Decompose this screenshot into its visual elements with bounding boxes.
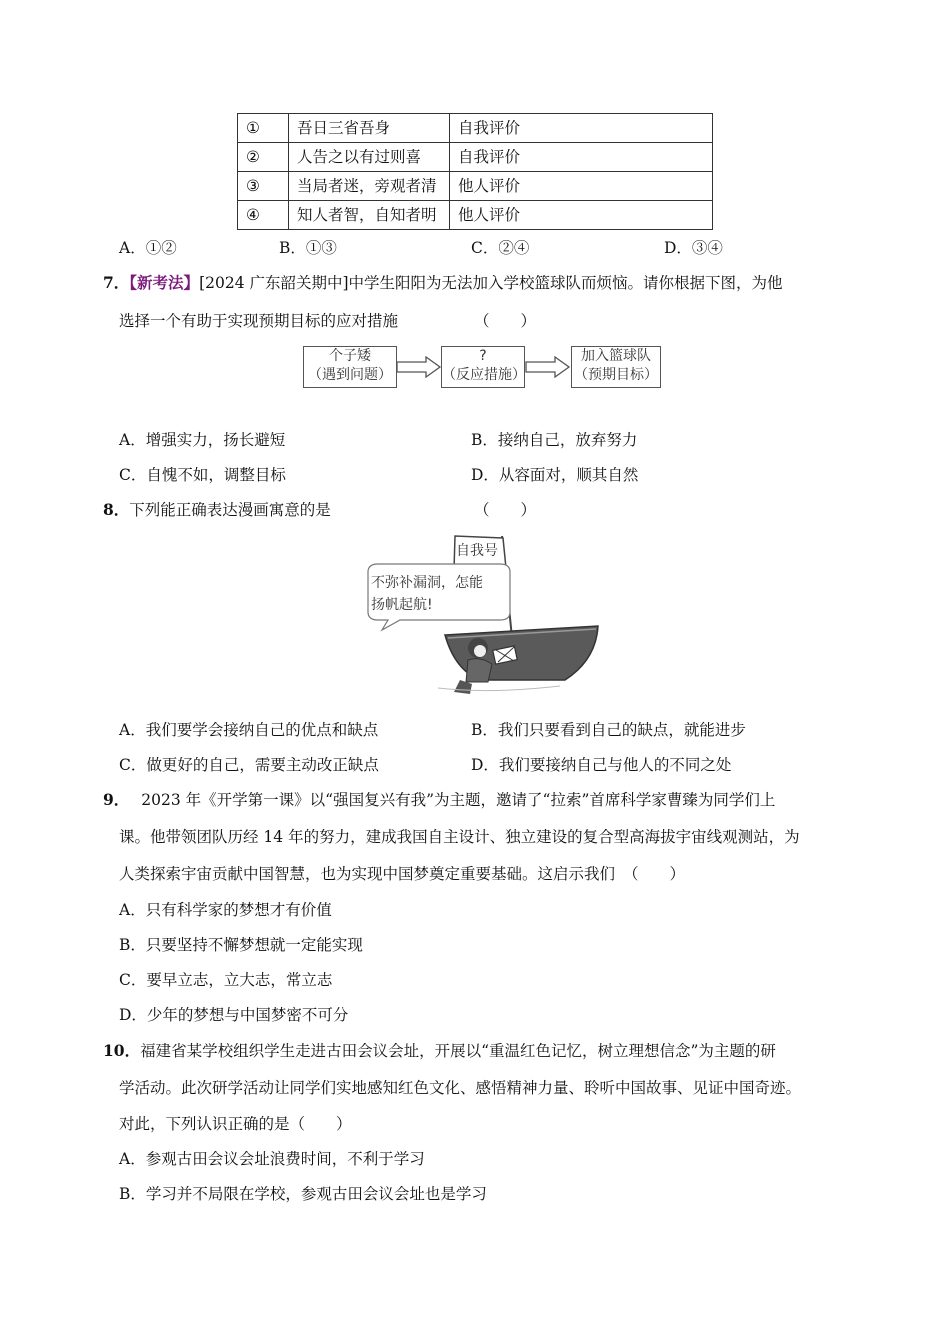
q8-answer-paren: （ ） bbox=[474, 501, 537, 519]
q6-option-d[interactable]: D．③④ bbox=[664, 239, 723, 257]
speech-bubble bbox=[371, 572, 483, 616]
q7-stem-line1 bbox=[103, 271, 783, 293]
q9-option-c[interactable]: C．要早立志，立大志，常立志 bbox=[119, 971, 333, 989]
q6-table bbox=[237, 113, 713, 230]
q6-option-b[interactable]: B．①③ bbox=[279, 239, 337, 257]
q10-text-line3: 对此，下列认识正确的是 bbox=[119, 1115, 290, 1133]
q7-new-method-tag: 【新考法】 bbox=[129, 273, 200, 292]
q8-stem bbox=[103, 498, 331, 520]
q6-option-a[interactable]: A．①② bbox=[119, 239, 177, 257]
flow-box-problem-label: （遇到问题） bbox=[308, 367, 392, 383]
q9-text-line3: 人类探索宇宙贡献中国智慧，也为实现中国梦奠定重要基础。这启示我们 bbox=[119, 865, 616, 883]
q9-option-b[interactable]: B．只要坚持不懈梦想就一定能实现 bbox=[119, 936, 363, 954]
q10-number: 10． bbox=[103, 1041, 141, 1060]
q7-option-c[interactable]: C．自愧不如，调整目标 bbox=[119, 466, 286, 484]
q8-text: 下列能正确表达漫画寓意的是 bbox=[129, 501, 331, 519]
q7-option-b[interactable]: B．接纳自己，放弃努力 bbox=[471, 431, 638, 449]
q8-number: 8． bbox=[103, 500, 130, 519]
speech-line2: 扬帆起航! bbox=[371, 597, 433, 613]
q9-number: 9． bbox=[103, 790, 130, 809]
q7-text-line2: 选择一个有助于实现预期目标的应对措施 bbox=[119, 312, 399, 330]
q9-text-line2: 课。他带领团队历经 14 年的努力，建成我国自主设计、独立建设的复合型高海拔宇宙线观测站，为 bbox=[119, 828, 800, 846]
q10-text-line2: 学活动。此次研学活动让同学们实地感知红色文化、感悟精神力量、聆听中国故事、见证中国奇迹。 bbox=[119, 1079, 802, 1097]
flow-box-goal-title: 加入篮球队 bbox=[581, 348, 651, 364]
q10-option-a[interactable]: A．参观古田会议会址浪费时间，不利于学习 bbox=[119, 1150, 425, 1168]
flow-box-goal-label: （预期目标） bbox=[574, 367, 658, 383]
q10-option-b[interactable]: B．学习并不局限在学校，参观古田会议会址也是学习 bbox=[119, 1185, 487, 1203]
q10-answer-paren: （ ） bbox=[289, 1115, 352, 1133]
q7-text-line1: [2024 广东韶关期中]中学生阳阳为无法加入学校篮球队而烦恼。请你根据下图，为他 bbox=[199, 274, 783, 292]
row-type: 他人评价 bbox=[450, 172, 713, 201]
q10-stem-line1 bbox=[103, 1039, 776, 1061]
q9-stem-line1 bbox=[103, 788, 775, 810]
q9-stem-line3 bbox=[119, 862, 685, 884]
row-saying: 知人者智，自知者明 bbox=[289, 201, 450, 230]
table-row bbox=[238, 201, 713, 230]
row-number: ② bbox=[238, 143, 289, 172]
q8-option-b[interactable]: B．我们只要看到自己的缺点，就能进步 bbox=[471, 721, 746, 739]
q9-text-line1: 2023 年《开学第一课》以“强国复兴有我”为主题，邀请了“拉索”首席科学家曹臻为同学们上 bbox=[141, 791, 776, 809]
flow-box-response-title: ? bbox=[479, 348, 487, 364]
flow-box-goal bbox=[571, 346, 661, 388]
row-type: 他人评价 bbox=[450, 201, 713, 230]
table-row bbox=[238, 143, 713, 172]
table-row bbox=[238, 114, 713, 143]
row-number: ④ bbox=[238, 201, 289, 230]
row-type: 自我评价 bbox=[450, 143, 713, 172]
q9-option-a[interactable]: A．只有科学家的梦想才有价值 bbox=[119, 901, 332, 919]
row-saying: 当局者迷，旁观者清 bbox=[289, 172, 450, 201]
flow-box-response-label: （反应措施） bbox=[442, 367, 526, 383]
row-saying: 人告之以有过则喜 bbox=[289, 143, 450, 172]
q6-option-c[interactable]: C．②④ bbox=[471, 239, 530, 257]
flow-box-problem bbox=[303, 346, 397, 388]
q7-answer-paren: （ ） bbox=[474, 312, 537, 330]
q9-answer-paren: （ ） bbox=[623, 865, 686, 883]
q7-stem-line2 bbox=[119, 309, 398, 331]
q7-option-d[interactable]: D．从容面对，顺其自然 bbox=[471, 466, 639, 484]
row-type: 自我评价 bbox=[450, 114, 713, 143]
speech-line1: 不弥补漏洞，怎能 bbox=[371, 575, 483, 591]
q10-text-line1: 福建省某学校组织学生走进古田会议会址，开展以“重温红色记忆，树立理想信念”为主题的研 bbox=[140, 1042, 776, 1060]
q8-option-c[interactable]: C．做更好的自己，需要主动改正缺点 bbox=[119, 756, 379, 774]
row-number: ③ bbox=[238, 172, 289, 201]
q10-stem-line3 bbox=[119, 1112, 352, 1134]
q8-option-d[interactable]: D．我们要接纳自己与他人的不同之处 bbox=[471, 756, 732, 774]
table-row bbox=[238, 172, 713, 201]
flow-box-response bbox=[441, 346, 525, 388]
q8-option-a[interactable]: A．我们要学会接纳自己的优点和缺点 bbox=[119, 721, 379, 739]
flow-arrow-2 bbox=[525, 356, 571, 378]
row-saying: 吾日三省吾身 bbox=[289, 114, 450, 143]
row-number: ① bbox=[238, 114, 289, 143]
q7-number: 7． bbox=[103, 273, 130, 292]
q7-option-a[interactable]: A．增强实力，扬长避短 bbox=[119, 431, 286, 449]
flow-box-problem-title: 个子矮 bbox=[329, 348, 371, 364]
flow-arrow-1 bbox=[396, 356, 442, 378]
q9-option-d[interactable]: D．少年的梦想与中国梦密不可分 bbox=[119, 1006, 349, 1024]
boat-flag-text: 自我号 bbox=[456, 543, 498, 559]
